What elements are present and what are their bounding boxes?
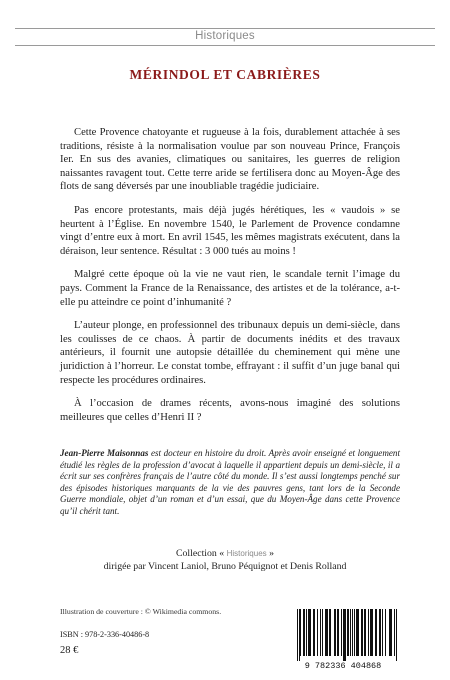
- barcode-bar: [327, 609, 328, 656]
- barcode-bar: [371, 609, 372, 656]
- barcode-bar: [365, 609, 366, 656]
- barcode-bar: [338, 609, 339, 656]
- blurb-paragraph: L’auteur plonge, en professionnel des tribunaux depuis un demi-siècle, dans les coulisses de ce chaos. À partir de documents inédits et des travaux antérieurs, il fournit une autopsie détaillée du cheminement qui mène une juridiction à l’horreur. Le constat tombe, effrayant : il suffit d’un juge banal qui respecte les procédures ordinaires.: [60, 320, 400, 386]
- barcode-bar: [299, 609, 300, 661]
- collection-line: [0, 548, 450, 561]
- series-label: Historiques: [195, 30, 255, 42]
- book-title: MÉRINDOL ET CABRIÈRES: [129, 67, 321, 82]
- barcode-bar: [358, 609, 359, 656]
- barcode-bar: [297, 609, 298, 661]
- collection-info: [0, 548, 450, 573]
- collection-prefix: Collection «: [176, 548, 227, 559]
- barcode-bar: [361, 609, 362, 656]
- blurb-paragraph: À l’occasion de drames récents, avons-nous imaginé des solutions meilleures que celles d’Henri II ?: [60, 398, 400, 423]
- barcode-bar: [309, 609, 310, 656]
- barcode-bar: [362, 609, 363, 656]
- barcode-bar: [330, 609, 331, 656]
- barcode-graphic: [289, 606, 397, 672]
- barcode-bar: [326, 609, 327, 656]
- author-bio-text: est docteur en histoire du droit. Après avoir enseigné et longuement étudié les règles de la profession d’avocat à laquelle il appartient depuis un demi-siècle, il a écrit sur ses confrères français de l’autre côté du monde. Il s’est aussi longtemps penché sur des épisodes historiques marquants de la vie des pauvres gens, tant lors de la Seconde Guerre mondiale, objet d’un roman et d’un essai, que du Moyen-Âge dans cette Provence qu’il chérit tant.: [60, 448, 400, 516]
- barcode-bar: [348, 609, 349, 656]
- barcode-bar: [370, 609, 371, 656]
- barcode-bar: [375, 609, 376, 656]
- barcode-bar: [391, 609, 392, 656]
- collection-name: Historiques: [226, 549, 267, 558]
- barcode-bar: [343, 609, 344, 661]
- blurb-paragraph: Malgré cette époque où la vie ne vaut rien, le scandale ternit l’image du pays. Comment la France de la Renaissance, des artistes et de la tolérance, a-t-elle pu atteindre ce point d’inhumanité ?: [60, 269, 400, 308]
- barcode-bar: [334, 609, 335, 656]
- barcode-bar: [394, 609, 395, 656]
- barcode-bar: [308, 609, 309, 656]
- barcode-bar: [379, 609, 380, 656]
- barcode-bar: [347, 609, 348, 656]
- barcode-bar: [390, 609, 391, 656]
- barcode-bar: [364, 609, 365, 656]
- barcode-bar: [356, 609, 357, 656]
- illustration-credit: Illustration de couverture : © Wikimedia commons.: [60, 607, 222, 616]
- barcode-digits: 9 782336 404868: [304, 661, 382, 671]
- barcode-bar: [380, 609, 381, 656]
- barcode-bar: [354, 609, 355, 656]
- series-banner: [15, 28, 435, 46]
- barcode-bar: [352, 609, 353, 656]
- price: 28 €: [60, 645, 79, 656]
- barcode-bar: [314, 609, 315, 656]
- barcode-bar: [325, 609, 326, 656]
- barcode-bar: [350, 609, 351, 656]
- barcode-bar: [329, 609, 330, 656]
- author-name: Jean-Pierre Maisonnas: [60, 448, 149, 458]
- barcode-bar: [320, 609, 321, 656]
- barcode-bar: [322, 609, 323, 656]
- collection-suffix: »: [266, 548, 274, 559]
- author-bio: [60, 448, 400, 518]
- barcode-bar: [389, 609, 390, 656]
- barcode-bar: [345, 609, 346, 661]
- barcode-bar: [344, 609, 345, 661]
- barcode-bar: [396, 609, 397, 661]
- barcode-bar: [385, 609, 386, 656]
- barcode: [289, 606, 397, 672]
- barcode-bar: [382, 609, 383, 656]
- isbn: ISBN : 978-2-336-40486-8: [60, 630, 150, 639]
- barcode-bar: [337, 609, 338, 656]
- barcode-bar: [306, 609, 307, 656]
- blurb: [60, 126, 400, 434]
- barcode-bar: [368, 609, 369, 656]
- barcode-bar: [376, 609, 377, 656]
- blurb-paragraph: Pas encore protestants, mais déjà jugés hérétiques, les « vaudois » se heurtent à l’Église. En novembre 1540, le Parlement de Provence condamne vingt d’entre eux à mort. En avril 1545, les mêmes magistrats exécutent, dans la déraison, leur sentence. Résultat : 3 000 tués au moins !: [60, 204, 400, 257]
- barcode-bar: [310, 609, 311, 656]
- barcode-bar: [341, 609, 342, 656]
- barcode-bar: [357, 609, 358, 656]
- barcode-bar: [372, 609, 373, 656]
- barcode-bar: [317, 609, 318, 656]
- collection-directors: dirigée par Vincent Laniol, Bruno Péquignot et Denis Rolland: [103, 560, 347, 572]
- barcode-bar: [313, 609, 314, 656]
- barcode-bar: [303, 609, 304, 656]
- blurb-paragraph: Cette Provence chatoyante et rugueuse à la fois, durablement attachée à ses traditions, résiste à la normalisation voulue par son nouveau Prince, François Ier. En sus des avanies, climatiques ou sanitaires, les guerres de religion naissantes ravagent tout. Cette terre aride se fertilisera donc au Moyen-Âge des flots de sang déversés par une inoubliable tragédie judiciaire.: [60, 127, 400, 193]
- barcode-bar: [304, 609, 305, 656]
- barcode-bar: [335, 609, 336, 656]
- barcode-bar: [300, 609, 301, 656]
